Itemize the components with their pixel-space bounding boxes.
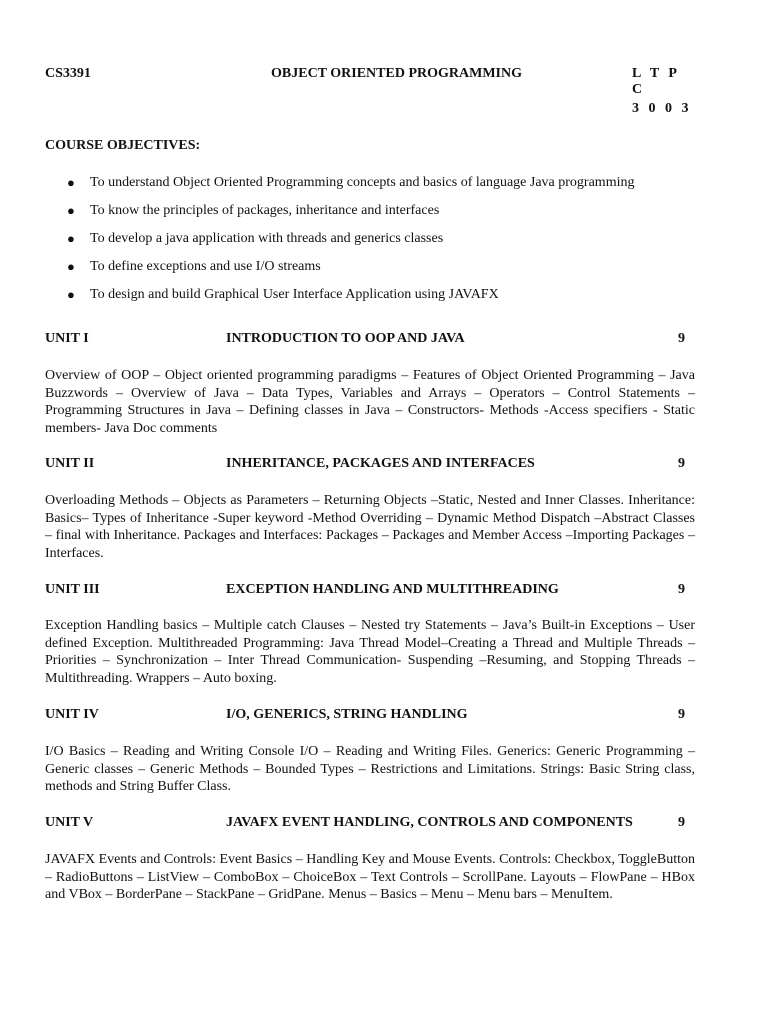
- unit-number: UNIT V: [45, 815, 94, 830]
- course-code: CS3391: [45, 66, 91, 81]
- unit-title: I/O, GENERICS, STRING HANDLING: [226, 707, 468, 722]
- unit-number: UNIT III: [45, 582, 100, 597]
- unit-heading: [45, 331, 695, 351]
- bullet-icon: ●: [67, 203, 75, 218]
- ltpc-values: 3 0 0 3: [632, 101, 692, 116]
- ltpc-label: L T P C: [632, 66, 680, 97]
- course-title: OBJECT ORIENTED PROGRAMMING: [271, 66, 522, 81]
- course-header: [45, 66, 695, 97]
- unit-title: INHERITANCE, PACKAGES AND INTERFACES: [226, 456, 535, 471]
- unit-number: UNIT II: [45, 456, 95, 471]
- objective-item: [45, 200, 705, 228]
- unit-content: JAVAFX Events and Controls: Event Basics – Handling Key and Mouse Events. Controls: Checkbox, ToggleButton – RadioButtons – ListView – ComboBox – ChoiceBox – Text Controls – ScrollPane. Layouts – FlowPane – HBox and VBox – BorderPane – StackPane – GridPane. Menus – Basics – Menu – Menu bars – MenuItem.: [45, 852, 695, 903]
- objective-text: To design and build Graphical User Interface Application using JAVAFX: [90, 287, 499, 302]
- unit-number: UNIT IV: [45, 707, 99, 722]
- unit-title: JAVAFX EVENT HANDLING, CONTROLS AND COMPONENTS: [226, 815, 633, 830]
- unit-content: Overloading Methods – Objects as Parameters – Returning Objects –Static, Nested and Inner Classes. Inheritance: Basics– Types of Inheritance -Super keyword -Method Overriding – Dynamic Method Dispatch –Abstract Classes – final with Inheritance. Packages and Interfaces: Packages – Packages and Member Access –Importing Packages – Interfaces.: [45, 493, 695, 562]
- objective-text: To understand Object Oriented Programming concepts and basics of language Java programming: [90, 175, 635, 190]
- unit-content: Overview of OOP – Object oriented programming paradigms – Features of Object Oriented Programming – Java Buzzwords – Overview of Java – Data Types, Variables and Arrays – Operators – Control Statements – Programming Structures in Java – Defining classes in Java – Constructors- Methods -Access specifiers - Static members- Java Doc comments: [45, 368, 695, 437]
- bullet-icon: ●: [67, 287, 75, 302]
- objective-item: [45, 284, 705, 312]
- unit-title: EXCEPTION HANDLING AND MULTITHREADING: [226, 582, 559, 597]
- unit-content: I/O Basics – Reading and Writing Console I/O – Reading and Writing Files. Generics: Generic Programming – Generic classes – Generic Methods – Bounded Types – Restrictions and Limitations. Strings: Basic String class, methods and String Buffer Class.: [45, 744, 695, 795]
- unit-heading: [45, 815, 695, 835]
- objectives-heading: COURSE OBJECTIVES:: [45, 138, 201, 153]
- unit-content: Exception Handling basics – Multiple catch Clauses – Nested try Statements – Java’s Built-in Exceptions – User defined Exception. Multithreaded Programming: Java Thread Model–Creating a Thread and Multiple Threads – Priorities – Synchronization – Inter Thread Communication- Suspending –Resuming, and Stopping Threads –Multithreading. Wrappers – Auto boxing.: [45, 618, 695, 687]
- bullet-icon: ●: [67, 231, 75, 246]
- objective-text: To develop a java application with threads and generics classes: [90, 231, 444, 246]
- unit-number: UNIT I: [45, 331, 89, 346]
- bullet-icon: ●: [67, 259, 75, 274]
- unit-heading: [45, 707, 695, 727]
- unit-hours: 9: [678, 331, 685, 346]
- objective-item: [45, 172, 705, 200]
- objective-text: To know the principles of packages, inheritance and interfaces: [90, 203, 440, 218]
- unit-hours: 9: [678, 582, 685, 597]
- objectives-list: [45, 172, 705, 312]
- unit-heading: [45, 582, 695, 602]
- unit-heading: [45, 456, 695, 476]
- unit-title: INTRODUCTION TO OOP AND JAVA: [226, 331, 465, 346]
- bullet-icon: ●: [67, 175, 75, 190]
- objective-text: To define exceptions and use I/O streams: [90, 259, 321, 274]
- unit-hours: 9: [678, 707, 685, 722]
- unit-hours: 9: [678, 815, 685, 830]
- unit-hours: 9: [678, 456, 685, 471]
- objective-item: [45, 228, 705, 256]
- objective-item: [45, 256, 705, 284]
